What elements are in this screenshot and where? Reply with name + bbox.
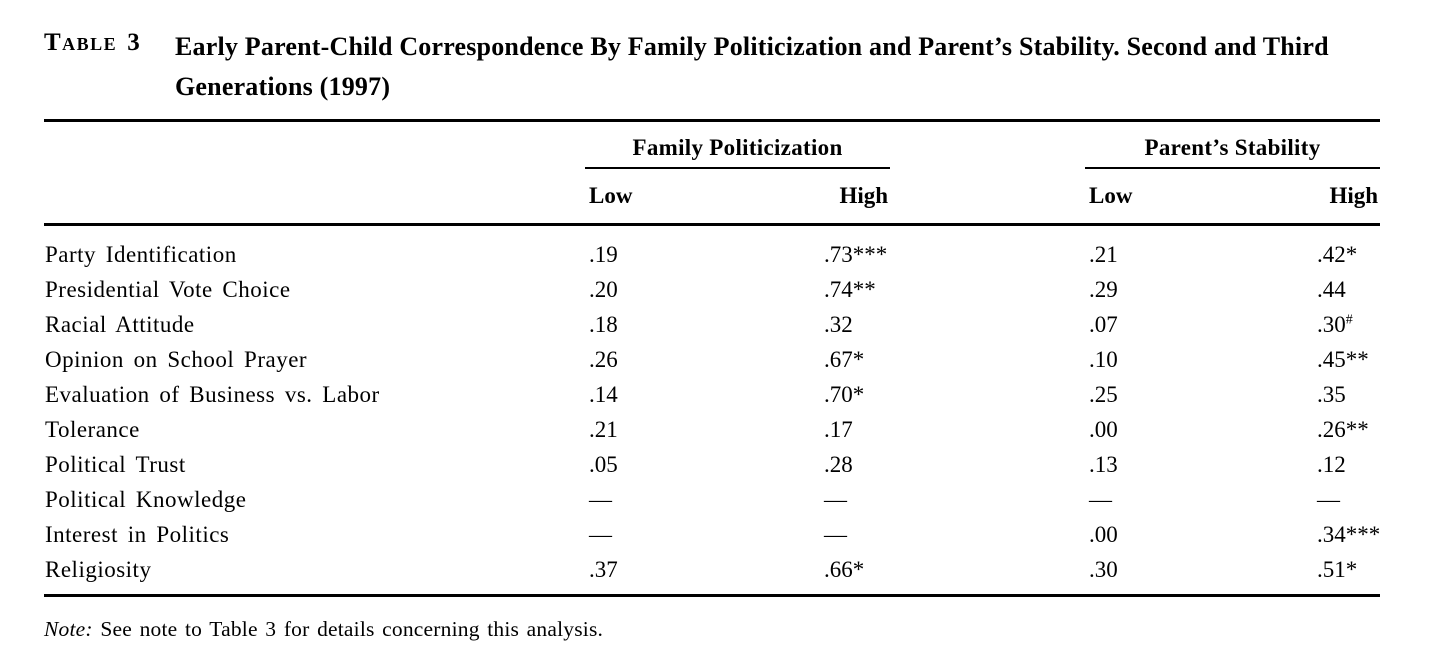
value-cell: .35 bbox=[1317, 382, 1346, 407]
value-cell: .74** bbox=[824, 277, 876, 302]
value-cell: .44 bbox=[1317, 277, 1346, 302]
value-cell: .51* bbox=[1317, 557, 1358, 582]
gap-cell bbox=[890, 225, 1085, 273]
value-cell: .19 bbox=[589, 242, 618, 267]
table-row bbox=[44, 412, 1380, 447]
table-caption-label bbox=[44, 27, 175, 107]
value-cell: .30 bbox=[1089, 557, 1118, 582]
table-header bbox=[44, 121, 1380, 225]
value-cell: — bbox=[1089, 487, 1113, 512]
subheader-fp-low: Low bbox=[585, 168, 820, 225]
value-cell: .30# bbox=[1317, 312, 1353, 337]
value-cell: .66* bbox=[824, 557, 865, 582]
gap-cell bbox=[890, 482, 1085, 517]
value-cell: .67* bbox=[824, 347, 865, 372]
group-header-parents-stability: Parent’s Stability bbox=[1085, 121, 1380, 169]
gap-header-cell bbox=[890, 121, 1085, 169]
value-cell: .28 bbox=[824, 452, 853, 477]
value-cell: — bbox=[1317, 487, 1341, 512]
subheader-ps-high: High bbox=[1313, 168, 1380, 225]
row-label: Tolerance bbox=[45, 417, 140, 442]
value-cell: — bbox=[589, 522, 612, 547]
value-cell: .00 bbox=[1089, 522, 1118, 547]
gap-cell bbox=[890, 447, 1085, 482]
table-row bbox=[44, 482, 1380, 517]
gap-cell bbox=[890, 377, 1085, 412]
value-cell: .25 bbox=[1089, 382, 1118, 407]
value-cell: .42* bbox=[1317, 242, 1358, 267]
table-caption bbox=[0, 0, 1440, 107]
table-row bbox=[44, 342, 1380, 377]
value-cell: .73*** bbox=[824, 242, 888, 267]
value-cell: .70* bbox=[824, 382, 865, 407]
data-table bbox=[44, 119, 1380, 597]
value-cell: .14 bbox=[589, 382, 618, 407]
subheader-ps-low: Low bbox=[1085, 168, 1313, 225]
value-cell: .00 bbox=[1089, 417, 1118, 442]
table-body bbox=[44, 225, 1380, 596]
table-row bbox=[44, 272, 1380, 307]
value-cell: .13 bbox=[1089, 452, 1118, 477]
value-cell: .05 bbox=[589, 452, 618, 477]
value-cell: — bbox=[824, 487, 847, 512]
value-cell: .37 bbox=[589, 557, 618, 582]
gap-cell bbox=[890, 517, 1085, 552]
group-header-row bbox=[44, 121, 1380, 169]
row-label: Political Knowledge bbox=[45, 487, 247, 512]
value-cell: — bbox=[824, 522, 847, 547]
value-cell: .17 bbox=[824, 417, 853, 442]
row-label: Racial Attitude bbox=[45, 312, 195, 337]
value-cell: .26 bbox=[589, 347, 618, 372]
gap-cell bbox=[890, 412, 1085, 447]
table-note bbox=[44, 617, 1396, 642]
table-caption-word: Table bbox=[44, 29, 118, 56]
value-cell: .21 bbox=[1089, 242, 1118, 267]
table-row bbox=[44, 225, 1380, 273]
gap-cell bbox=[890, 552, 1085, 596]
subheader-row bbox=[44, 168, 1380, 225]
row-label: Religiosity bbox=[45, 557, 152, 582]
gap-cell bbox=[890, 272, 1085, 307]
table-row bbox=[44, 377, 1380, 412]
row-label: Presidential Vote Choice bbox=[45, 277, 291, 302]
value-cell: .26** bbox=[1317, 417, 1369, 442]
value-cell: .18 bbox=[589, 312, 618, 337]
gap-header-cell bbox=[890, 168, 1085, 225]
row-label: Political Trust bbox=[45, 452, 186, 477]
group-header-family-politicization: Family Politicization bbox=[585, 121, 890, 169]
empty-header-cell bbox=[44, 121, 585, 169]
value-cell: — bbox=[589, 487, 612, 512]
value-cell: .12 bbox=[1317, 452, 1346, 477]
value-cell: .34*** bbox=[1317, 522, 1381, 547]
table-caption-number: 3 bbox=[127, 29, 140, 56]
value-cell: .21 bbox=[589, 417, 618, 442]
table-title: Early Parent-Child Correspondence By Family Politicization and Parent’s Stability. Second and Third Generations (1997) bbox=[175, 32, 1329, 101]
value-cell: .10 bbox=[1089, 347, 1118, 372]
subheader-fp-high: High bbox=[820, 168, 890, 225]
value-cell: .20 bbox=[589, 277, 618, 302]
gap-cell bbox=[890, 307, 1085, 342]
row-label: Party Identification bbox=[45, 242, 237, 267]
value-cell: .32 bbox=[824, 312, 853, 337]
empty-header-cell bbox=[44, 168, 585, 225]
table-row bbox=[44, 307, 1380, 342]
row-label: Opinion on School Prayer bbox=[45, 347, 308, 372]
table-row bbox=[44, 517, 1380, 552]
gap-cell bbox=[890, 342, 1085, 377]
row-label: Interest in Politics bbox=[45, 522, 230, 547]
table-row bbox=[44, 447, 1380, 482]
note-text: See note to Table 3 for details concerning this analysis. bbox=[100, 617, 604, 641]
row-label: Evaluation of Business vs. Labor bbox=[45, 382, 380, 407]
table-row bbox=[44, 552, 1380, 596]
value-cell: .29 bbox=[1089, 277, 1118, 302]
note-label: Note: bbox=[44, 617, 93, 641]
value-cell: .45** bbox=[1317, 347, 1369, 372]
value-cell: .07 bbox=[1089, 312, 1118, 337]
